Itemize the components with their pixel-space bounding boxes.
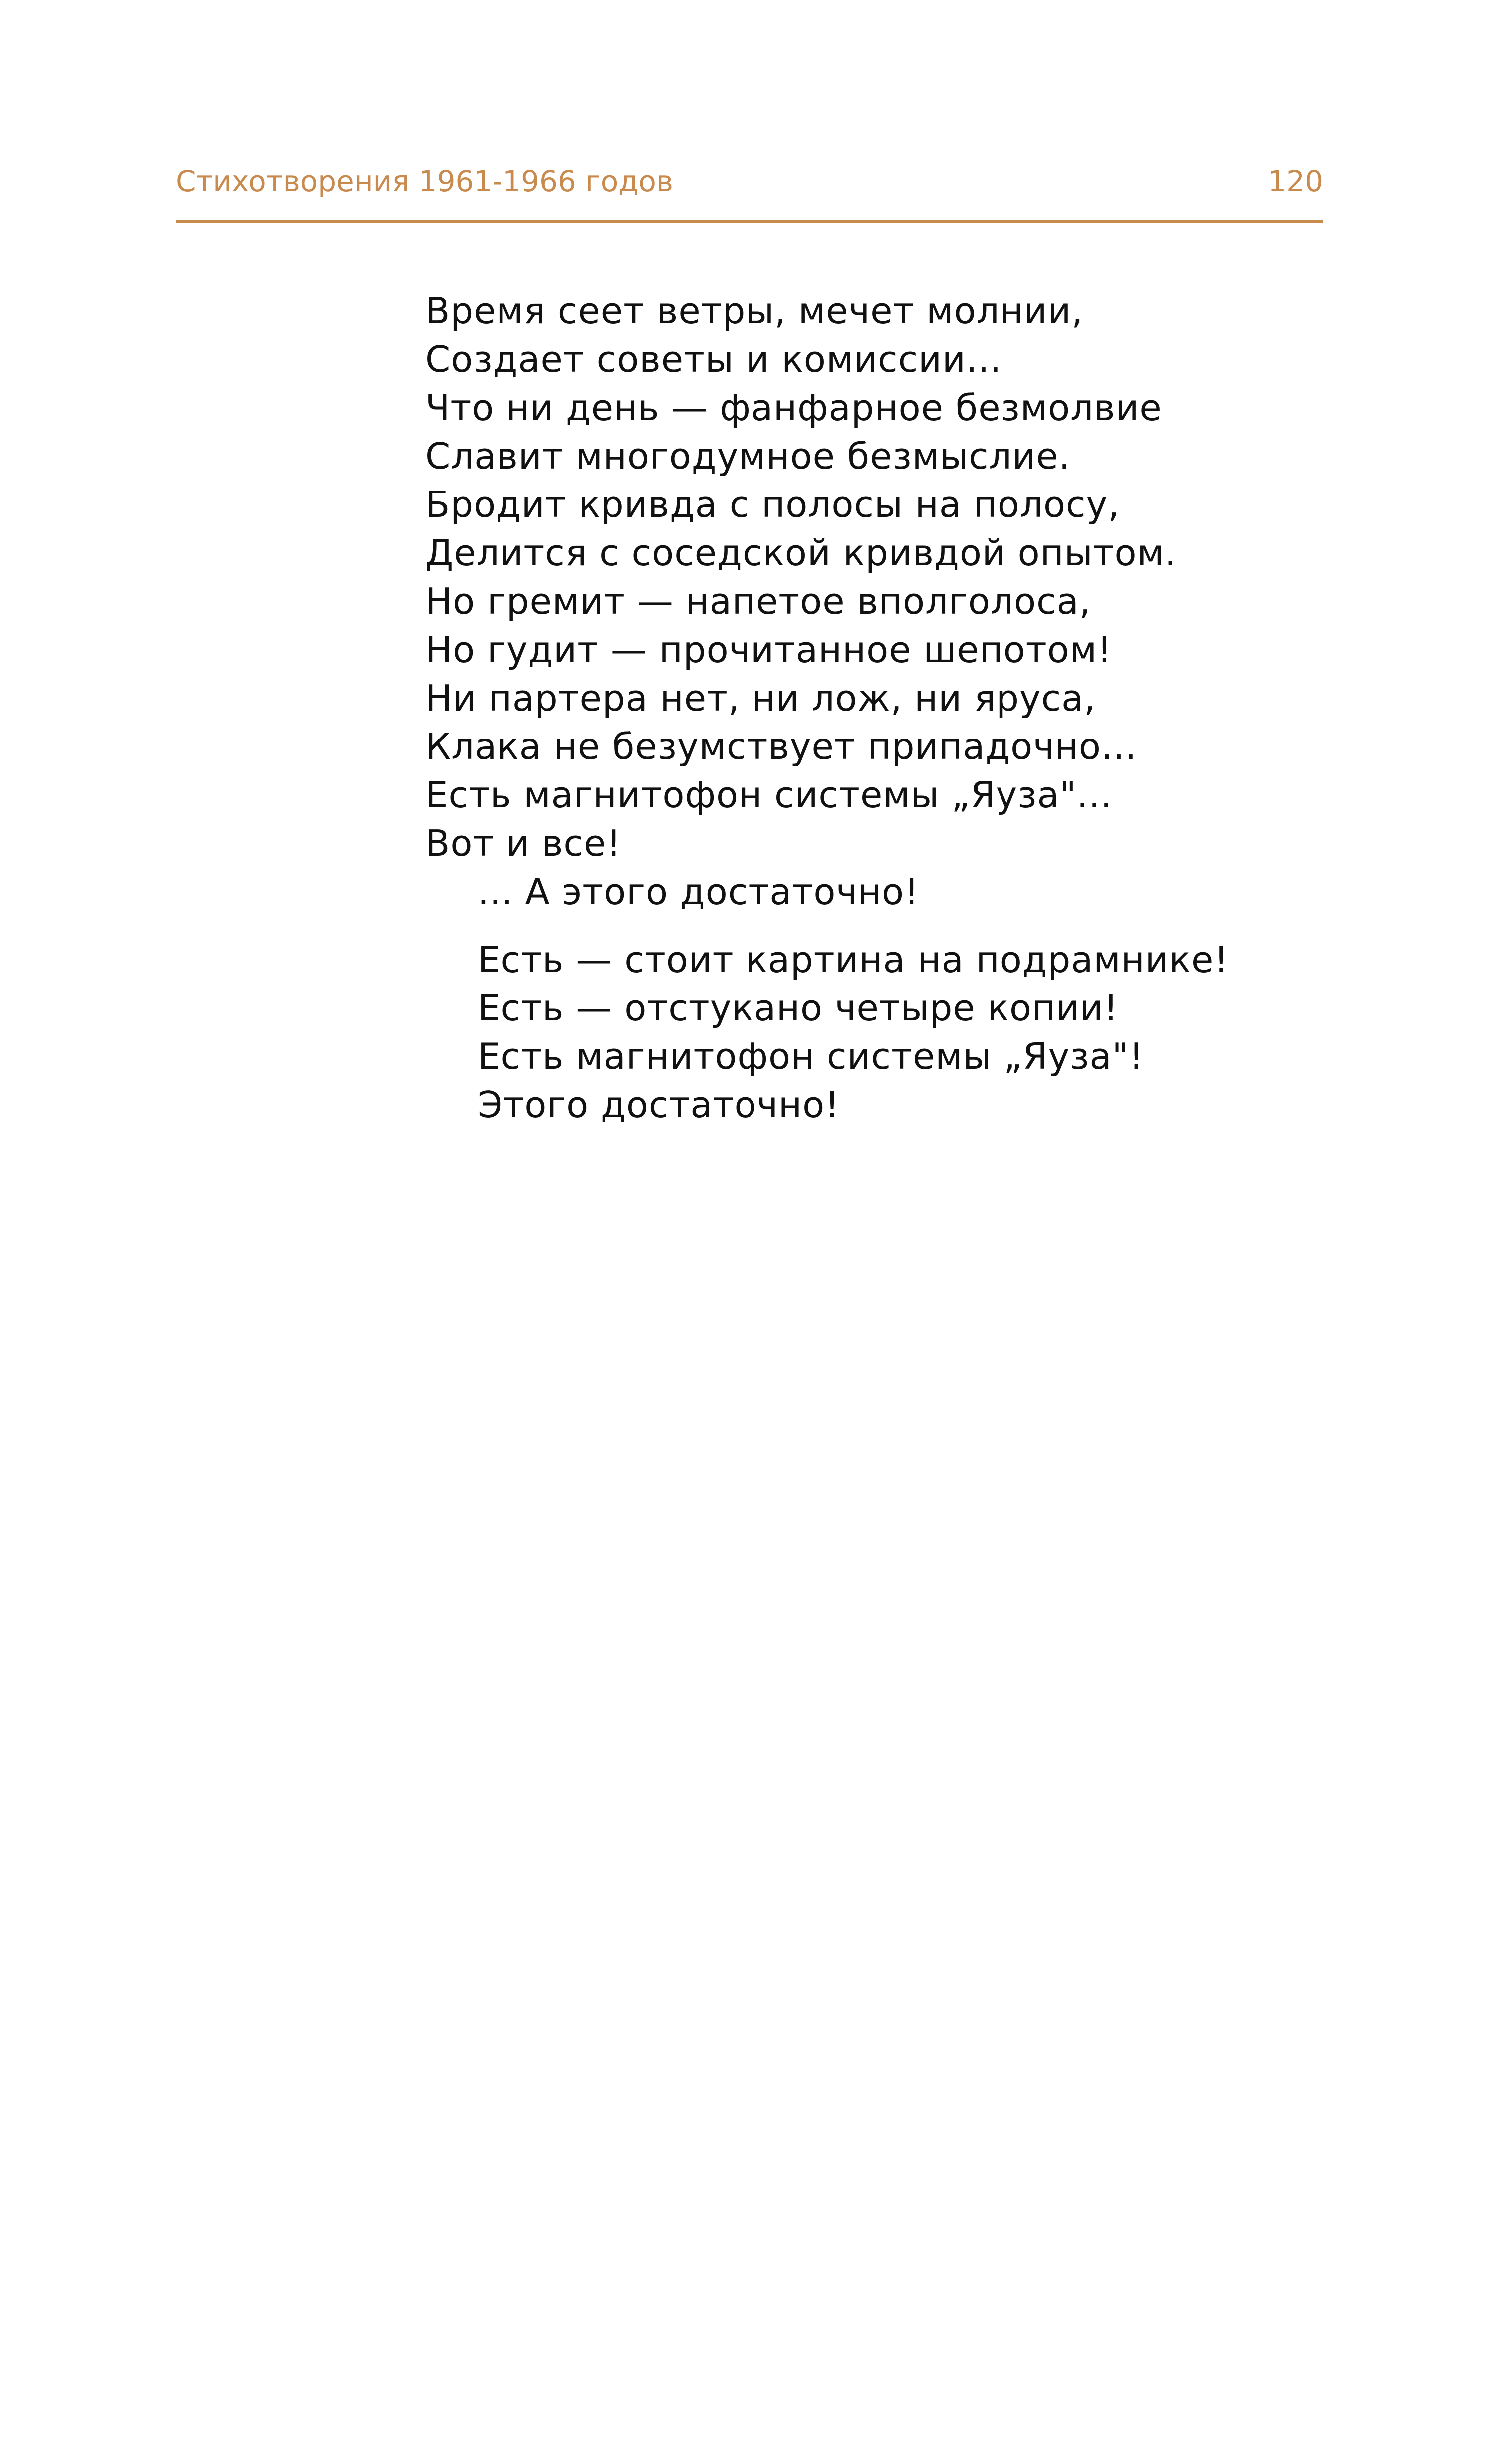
poem-line-indented: ... А этого достаточно! xyxy=(478,871,919,913)
poem-line: Есть магнитофон системы „Яуза"! xyxy=(478,1035,1144,1077)
poem-line: Бродит кривда с полосы на полосу, xyxy=(425,484,1120,525)
page-number: 120 xyxy=(1268,164,1323,198)
poem-line: Но гудит — прочитанное шепотом! xyxy=(425,629,1112,671)
poem-stanza-2 xyxy=(478,936,1229,1129)
poem-line: Что ни день — фанфарное безмолвие xyxy=(425,387,1162,429)
poem-line: Время сеет ветры, мечет молнии, xyxy=(425,290,1084,332)
poem-line: Но гремит — напетое вполголоса, xyxy=(425,580,1091,622)
poem-line: Этого достаточно! xyxy=(478,1084,840,1126)
poem-line: Есть — отстукано четыре копии! xyxy=(478,987,1119,1029)
poem-line: Клака не безумствует припадочно... xyxy=(425,726,1137,767)
poem-line: Создает советы и комиссии... xyxy=(425,338,1002,380)
poem-stanza-1 xyxy=(425,287,1177,916)
poem-line: Славит многодумное безмыслие. xyxy=(425,435,1071,477)
poem-line: Вот и все! xyxy=(425,822,622,864)
poem-line: Есть магнитофон системы „Яуза"... xyxy=(425,774,1113,816)
header-rule xyxy=(176,220,1323,223)
poem-line: Ни партера нет, ни лож, ни яруса, xyxy=(425,677,1096,719)
poem-line: Есть — стоит картина на подрамнике! xyxy=(478,939,1229,981)
section-title: Стихотворения 1961-1966 годов xyxy=(176,164,673,198)
poem-line: Делится с соседской кривдой опытом. xyxy=(425,532,1177,574)
running-head xyxy=(176,159,1323,204)
